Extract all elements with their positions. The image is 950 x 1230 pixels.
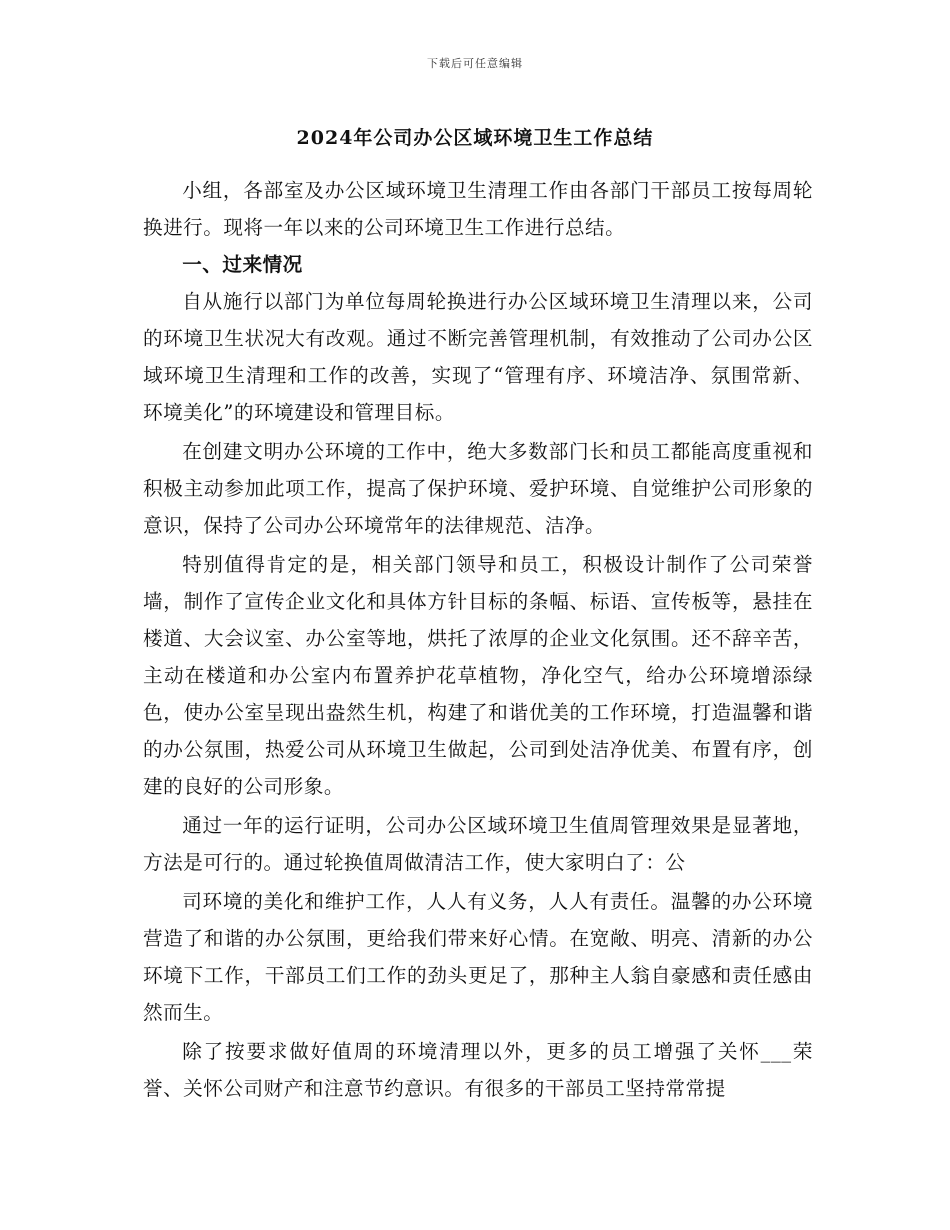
paragraph-honor-wall: 特别值得肯定的是，相关部门领导和员工，积极设计制作了公司荣誉墙，制作了宣传企业文化和具体方针目标的条幅、标语、宣传板等，悬挂在楼道、大会议室、办公室等地，烘托了浓厚的企业文化氛围。还不辞辛苦，主动在楼道和办公室内布置养护花草植物，净化空气，给办公环境增添绿色，使办公室呈现出盎然生机，构建了和谐优美的工作环境，打造温馨和谐的办公氛围，热爱公司从环境卫生做起，公司到处洁净优美、布置有序，创建的良好的公司形象。: [143, 553, 813, 798]
paragraph-awareness: 除了按要求做好值周的环境清理以外，更多的员工增强了关怀___荣誉、关怀公司财产和注意节约意识。有很多的干部员工坚持常常提: [143, 1040, 813, 1100]
paragraph-civilized-office: 在创建文明办公环境的工作中，绝大多数部门长和员工都能高度重视和积极主动参加此项工作，提高了保护环境、爱护环境、自觉维护公司形象的意识，保持了公司办公环境常年的法律规范、洁净。: [143, 440, 813, 537]
paragraph-intro: 小组，各部室及办公区域环境卫生清理工作由各部门干部员工按每周轮换进行。现将一年以来的公司环境卫生工作进行总结。: [143, 179, 813, 239]
paragraph-responsibility: 司环境的美化和维护工作，人人有义务，人人有责任。温馨的办公环境营造了和谐的办公氛围，更给我们带来好心情。在宽敞、明亮、清新的办公环境下工作，干部员工们工作的劲头更足了，那种主人翁自豪感和责任感由然而生。: [143, 890, 813, 1024]
paragraph-improvement: 自从施行以部门为单位每周轮换进行办公区域环境卫生清理以来，公司的环境卫生状况大有改观。通过不断完善管理机制，有效推动了公司办公区域环境卫生清理和工作的改善，实现了“管理有序、环境洁净、氛围常新、环境美化”的环境建设和管理目标。: [143, 290, 813, 424]
document-title: 2024年公司办公区域环境卫生工作总结: [296, 127, 654, 149]
document-body: [143, 170, 813, 1107]
page-header-note: 下载后可任意编辑: [427, 57, 523, 70]
paragraph-proof: 通过一年的运行证明，公司办公区域环境卫生值周管理效果是显著地，方法是可行的。通过轮换值周做清洁工作，使大家明白了：公: [143, 814, 813, 874]
section-heading: 一、过来情况: [182, 253, 303, 276]
